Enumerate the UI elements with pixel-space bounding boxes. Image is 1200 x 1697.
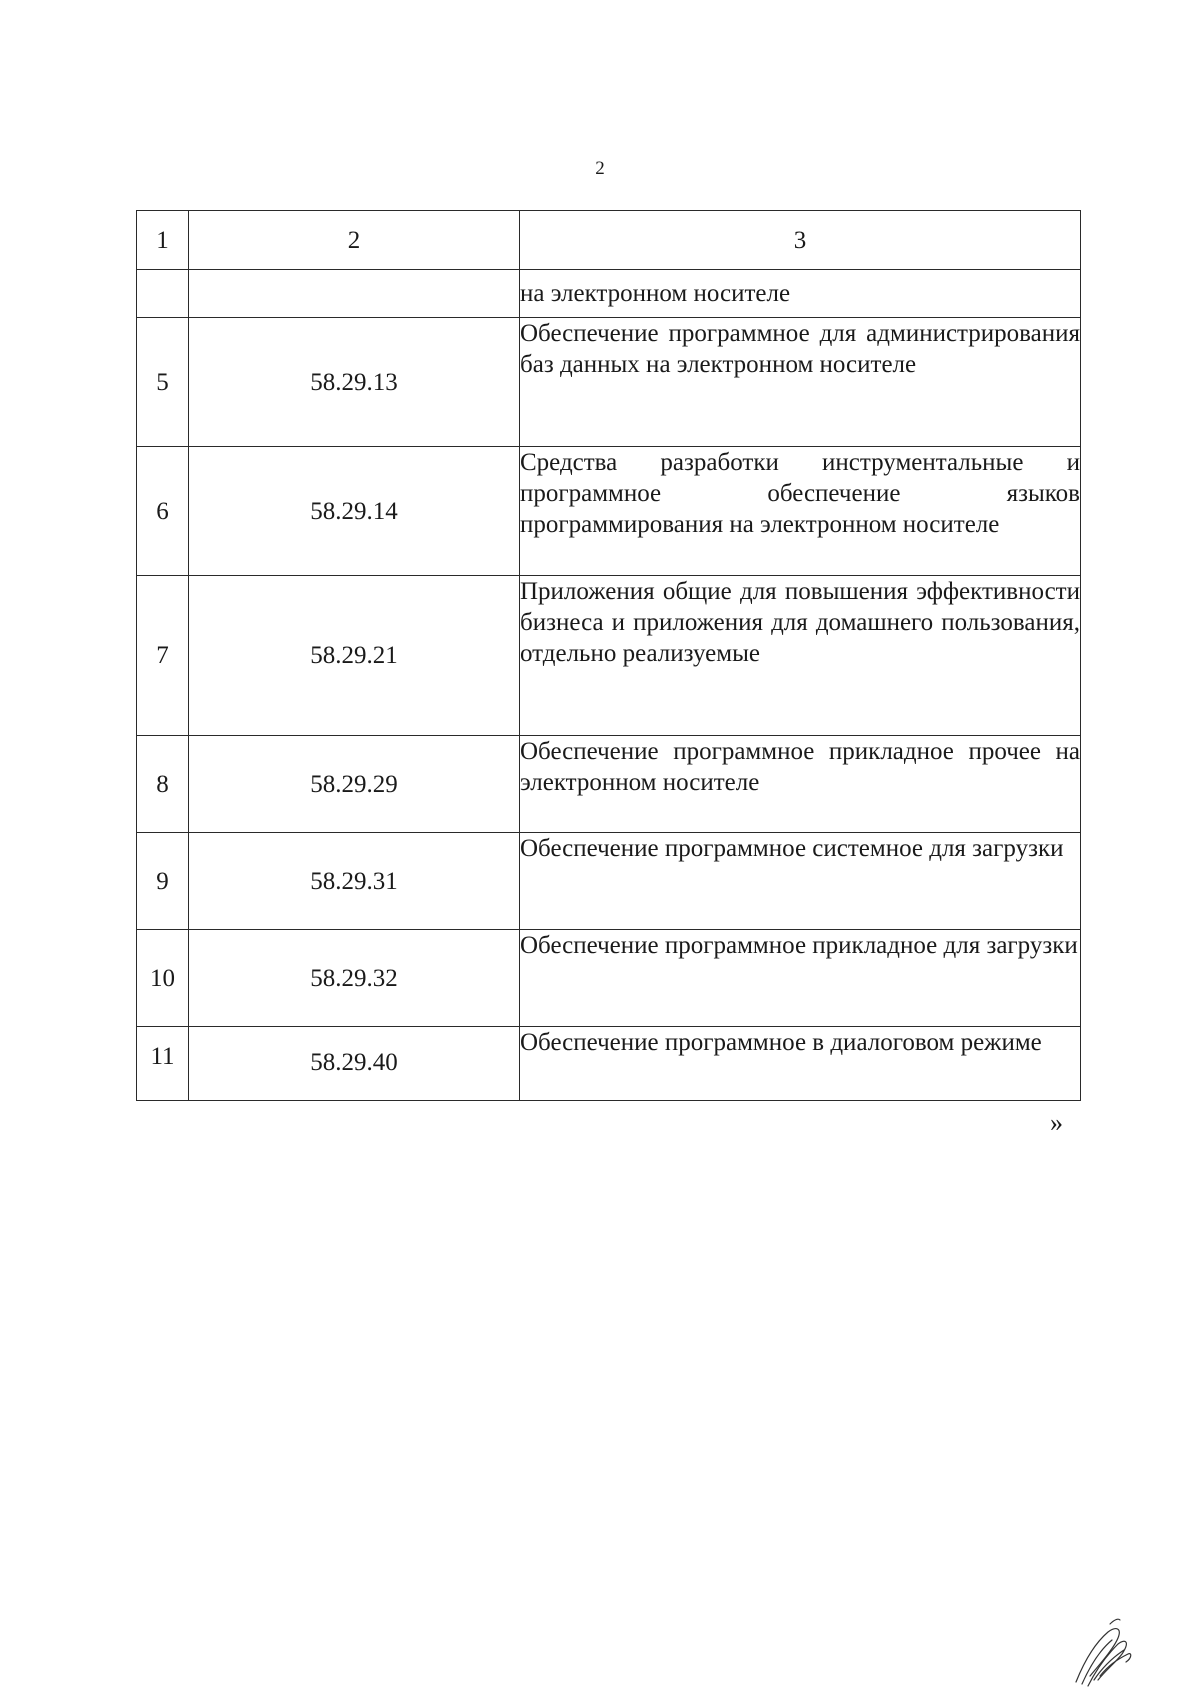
row-num-cell: 11	[137, 1027, 189, 1101]
row-num-cell: 10	[137, 930, 189, 1027]
row-num-cell: 7	[137, 576, 189, 736]
row-num-cell: 5	[137, 318, 189, 447]
page-number: 2	[595, 158, 605, 179]
row-num-cell: 8	[137, 736, 189, 833]
row-code-cell: 58.29.32	[189, 930, 520, 1027]
table-row	[137, 447, 1081, 576]
closing-quote-mark: »	[1050, 1108, 1063, 1137]
row-name-cell: на электронном носителе	[520, 270, 1081, 318]
row-name-cell: Обеспечение программное в диалоговом режиме	[520, 1027, 1081, 1101]
table-row	[137, 318, 1081, 447]
row-code-cell: 58.29.13	[189, 318, 520, 447]
row-name-cell: Обеспечение программное прикладное прочее на электронном носителе	[520, 736, 1081, 833]
row-name-cell: Обеспечение программное системное для загрузки	[520, 833, 1081, 930]
header-cell-num: 1	[137, 211, 189, 270]
continuation-row	[137, 270, 1081, 318]
table-row	[137, 1027, 1081, 1101]
table-header-row	[137, 211, 1081, 270]
table-row	[137, 833, 1081, 930]
handwritten-signature	[1070, 1610, 1150, 1690]
header-cell-code: 2	[189, 211, 520, 270]
row-code-cell: 58.29.21	[189, 576, 520, 736]
table-row	[137, 930, 1081, 1027]
row-name-cell: Средства разработки инструментальные и программное обеспечение языков программирования на электронном носителе	[520, 447, 1081, 576]
row-name-cell: Обеспечение программное для администрирования баз данных на электронном носителе	[520, 318, 1081, 447]
table-row	[137, 736, 1081, 833]
table-row	[137, 576, 1081, 736]
row-code-cell: 58.29.29	[189, 736, 520, 833]
row-code-cell: 58.29.14	[189, 447, 520, 576]
header-cell-name: 3	[520, 211, 1081, 270]
row-name-cell: Приложения общие для повышения эффективности бизнеса и приложения для домашнего пользования, отдельно реализуемые	[520, 576, 1081, 736]
classification-table	[136, 210, 1081, 1101]
row-code-cell	[189, 270, 520, 318]
row-num-cell: 6	[137, 447, 189, 576]
row-name-cell: Обеспечение программное прикладное для загрузки	[520, 930, 1081, 1027]
row-num-cell	[137, 270, 189, 318]
row-num-cell: 9	[137, 833, 189, 930]
row-code-cell: 58.29.40	[189, 1027, 520, 1101]
row-code-cell: 58.29.31	[189, 833, 520, 930]
